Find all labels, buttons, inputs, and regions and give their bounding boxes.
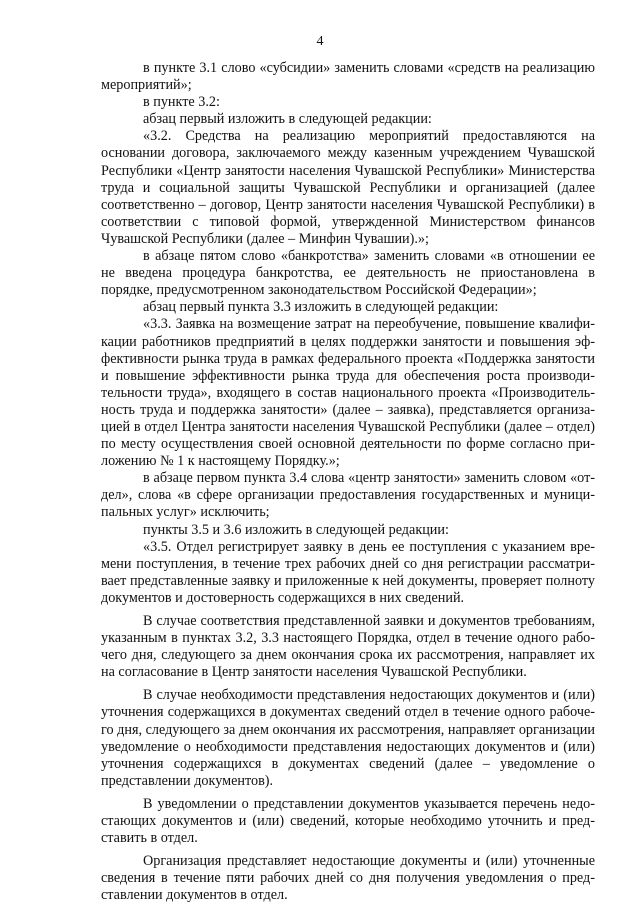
paragraph: «3.2. Средства на реализацию мероприятий предоставляются на основании договора, заключаемого между казенным учреждением Чувашской Республики «Центр занятости населения Чувашской Республики» Министерства труда и социальной защиты Чувашской Республики и организацией (далее соответственно – договор, Центр занятости населения Чувашской Республики) в соответствии с типовой формой, утвержденной Министерством финансов Чувашской Республики (далее – Минфин Чувашии).»; xyxy=(101,128,595,247)
paragraph: В уведомлении о представлении документов указывается перечень недостающих документов и (или) сведений, которые необходимо уточнить и представить в отдел. xyxy=(101,795,595,847)
paragraph: «3.5. Отдел регистрирует заявку в день ее поступления с указанием времени поступления, в течение трех рабочих дней со дня регистрации рассматривает представленные заявку и приложенные к ней документы, проверяет полноту документов и достоверность содержащихся в них сведений. xyxy=(101,538,595,606)
paragraph: в абзаце первом пункта 3.4 слова «центр занятости» заменить словом «отдел», слова «в сфере организации предоставления государственных и муниципальных услуг» исключить; xyxy=(101,470,595,521)
paragraph: абзац первый пункта 3.3 изложить в следующей редакции: xyxy=(143,299,499,316)
paragraph: пункты 3.5 и 3.6 изложить в следующей редакции: xyxy=(143,521,449,538)
paragraph: В случае соответствия представленной заявки и документов требованиям, указанным в пунктах 3.2, 3.3 настоящего Порядка, отдел в течение одного рабочего дня, следующего за днем окончания срока их рассмотрения, направляет их на согласование в Центр занятости населения Чувашской Республики. xyxy=(101,613,595,681)
paragraph: в пункте 3.1 слово «субсидии» заменить словами «средств на реализацию мероприятий»; xyxy=(101,60,595,94)
paragraph: абзац первый изложить в следующей редакции: xyxy=(143,111,432,128)
page-number: 4 xyxy=(316,34,324,49)
paragraph: в абзаце пятом слово «банкротства» заменить словами «в отношении ее не введена процедура банкротства, ее деятельность не приостановлена в порядке, предусмотренном законодательством Российской Федерации»; xyxy=(101,248,595,299)
paragraph: «3.3. Заявка на возмещение затрат на переобучение, повышение квалификации работников предприятий в целях поддержки занятости и повышения эффективности рынка труда в рамках федерального проекта «Поддержка занятости и повышение эффективности рынка труда для обеспечения роста производительности труда», входящего в состав национального проекта «Производительность труда и поддержка занятости» (далее – заявка), представляется организацией в отдел Центра занятости населения Чувашской Республики (далее – отдел) по месту осуществления своей основной деятельности по форме согласно приложению № 1 к настоящему Порядку.»; xyxy=(101,316,595,470)
paragraph: Организация представляет недостающие документы и (или) уточненные сведения в течение пяти рабочих дней со дня получения уведомления о представлении документов в отдел. xyxy=(101,853,595,904)
document-body xyxy=(101,60,595,905)
paragraph: в пункте 3.2: xyxy=(143,94,220,111)
paragraph: В случае необходимости представления недостающих документов и (или) уточнения содержащихся в документах сведений отдел в течение одного рабочего дня, следующего за днем окончания их рассмотрения, направляет организации уведомление о необходимости представления недостающих документов и (или) уточнения содержащихся в документах сведений (далее – уведомление о представлении документов). xyxy=(101,687,595,789)
